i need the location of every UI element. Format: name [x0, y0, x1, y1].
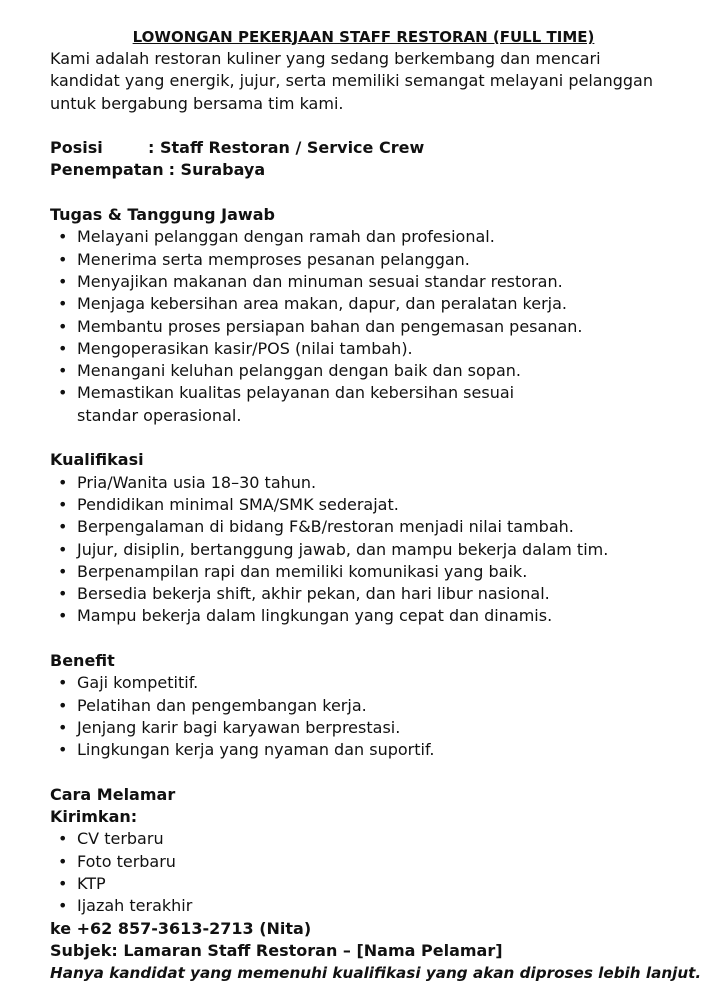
list-item: • KTP — [77, 873, 667, 895]
closing-note: Hanya kandidat yang memenuhi kualifikasi yang akan diproses lebih lanjut. — [50, 964, 702, 983]
list-item: • Jujur, disiplin, bertanggung jawab, dan mampu bekerja dalam tim. — [77, 539, 667, 561]
kualifikasi-heading: Kualifikasi — [50, 450, 144, 470]
list-item: • Berpenampilan rapi dan memiliki komunikasi yang baik. — [77, 561, 667, 583]
list-item: • Pelatihan dan pengembangan kerja. — [77, 695, 667, 717]
list-item: • Bersedia bekerja shift, akhir pekan, dan hari libur nasional. — [77, 583, 667, 605]
penempatan-label: Penempatan — [50, 160, 164, 180]
list-item: • Menerima serta memproses pesanan pelanggan. — [77, 249, 667, 271]
list-item: • Berpengalaman di bidang F&B/restoran menjadi nilai tambah. — [77, 516, 667, 538]
spacer — [50, 628, 667, 650]
list-item: • Lingkungan kerja yang nyaman dan suportif. — [77, 739, 667, 761]
spacer — [50, 182, 667, 204]
intro-paragraph: Kami adalah restoran kuliner yang sedang berkembang dan mencari kandidat yang energik, jujur, serta memiliki semangat melayani pelanggan untuk bergabung bersama tim kami. — [50, 49, 653, 113]
list-item: • Jenjang karir bagi karyawan berprestasi. — [77, 717, 667, 739]
list-item: • Melayani pelanggan dengan ramah dan profesional. — [77, 226, 667, 248]
contact-line: ke +62 857-3613-2713 (Nita) — [50, 918, 312, 938]
subject-line: Subjek: Lamaran Staff Restoran – [Nama Pelamar] — [50, 940, 503, 960]
spacer — [50, 762, 667, 784]
penempatan-row — [50, 159, 667, 181]
tugas-heading: Tugas & Tanggung Jawab — [50, 205, 275, 225]
kualifikasi-list — [50, 472, 667, 628]
list-item: • CV terbaru — [77, 828, 667, 850]
benefit-list — [50, 672, 667, 761]
posisi-label: Posisi — [50, 138, 103, 158]
dokumen-list — [50, 828, 667, 917]
penempatan-value: : Surabaya — [168, 160, 266, 180]
tugas-list — [50, 226, 667, 427]
list-item: • Menjaga kebersihan area makan, dapur, dan peralatan kerja. — [77, 293, 667, 315]
page-title: LOWONGAN PEKERJAAN STAFF RESTORAN (FULL TIME) — [132, 28, 595, 46]
list-item: • Memastikan kualitas pelayanan dan kebersihan sesuai standar operasional. — [77, 382, 667, 427]
list-item: • Menyajikan makanan dan minuman sesuai standar restoran. — [77, 271, 667, 293]
spacer — [50, 115, 667, 137]
kirimkan-label: Kirimkan: — [50, 807, 138, 827]
list-item: • Menangani keluhan pelanggan dengan baik dan sopan. — [77, 360, 667, 382]
posisi-value: : Staff Restoran / Service Crew — [148, 138, 425, 158]
benefit-heading: Benefit — [50, 651, 115, 671]
cara-melamar-heading: Cara Melamar — [50, 784, 176, 804]
list-item: • Ijazah terakhir — [77, 895, 667, 917]
list-item: • Gaji kompetitif. — [77, 672, 667, 694]
list-item: • Mengoperasikan kasir/POS (nilai tambah). — [77, 338, 667, 360]
spacer — [50, 427, 667, 449]
list-item: • Mampu bekerja dalam lingkungan yang cepat dan dinamis. — [77, 605, 667, 627]
list-item: • Pendidikan minimal SMA/SMK sederajat. — [77, 494, 667, 516]
list-item: • Pria/Wanita usia 18–30 tahun. — [77, 472, 667, 494]
list-item: • Membantu proses persiapan bahan dan pengemasan pesanan. — [77, 316, 667, 338]
posisi-row — [50, 137, 667, 159]
list-item: • Foto terbaru — [77, 851, 667, 873]
